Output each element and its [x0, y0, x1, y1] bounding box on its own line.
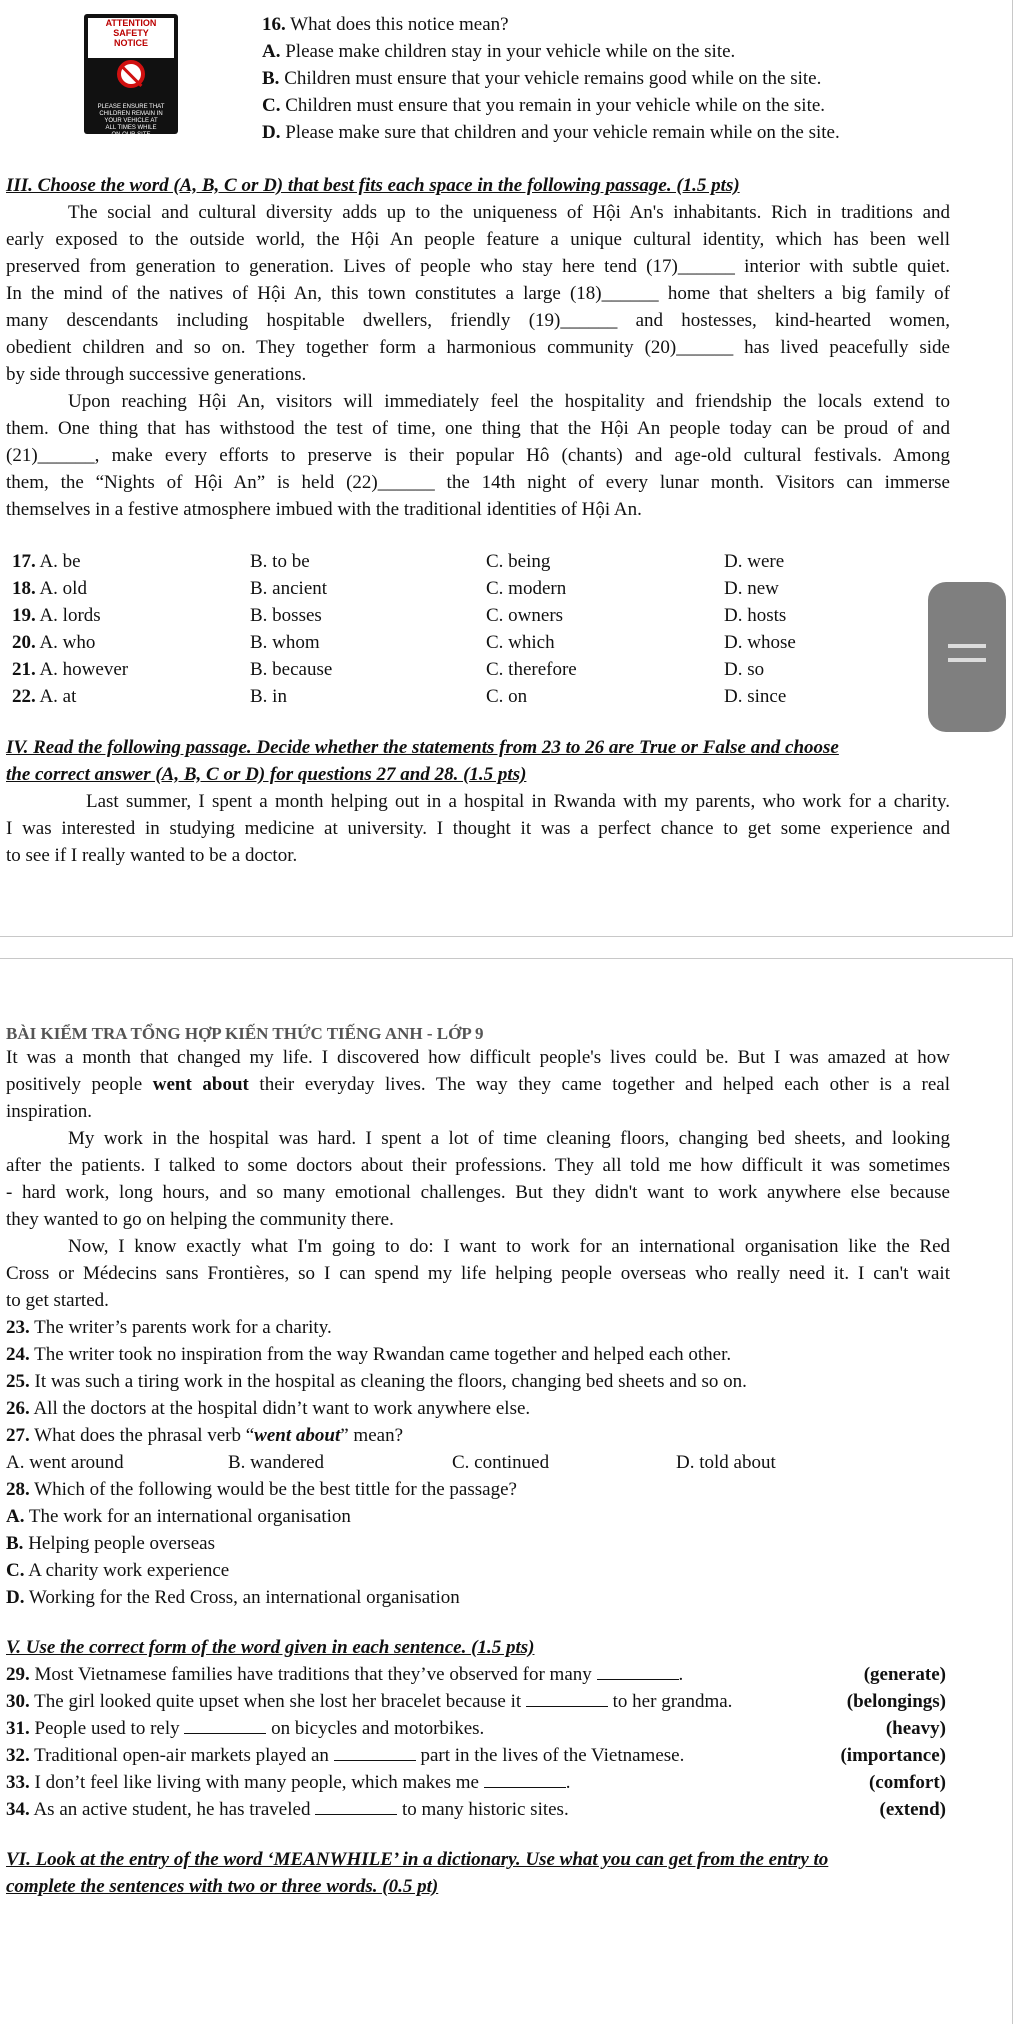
statement-23 — [6, 1314, 332, 1341]
option-text: A charity work experience — [28, 1560, 230, 1581]
sentence-text: People used to rely — [34, 1718, 180, 1739]
question-number: 31. — [6, 1718, 30, 1739]
passage-line: inspiration. — [6, 1101, 93, 1122]
answer-row-19 — [12, 602, 101, 629]
no-entry-icon — [117, 60, 145, 88]
choice-d: D. so — [724, 659, 765, 680]
choice-a: A. however — [39, 659, 129, 680]
question-number: 34. — [6, 1799, 30, 1820]
question-28 — [6, 1476, 517, 1503]
option-b — [262, 65, 821, 92]
question-number: 19. — [12, 605, 36, 626]
option-letter: A. — [262, 41, 281, 62]
statement-26 — [6, 1395, 530, 1422]
passage-line: Cross or Médecins sans Frontières, so I can spend my life helping people overseas who really need it. I can't wait — [6, 1263, 950, 1284]
choice-c: C. therefore — [486, 659, 577, 680]
question-number: 32. — [6, 1745, 30, 1766]
choice-d: D. hosts — [724, 605, 787, 626]
scroll-handle[interactable] — [928, 582, 1006, 732]
option-text: Helping people overseas — [28, 1533, 215, 1554]
answer-row-21 — [12, 656, 128, 683]
choice-c: C. on — [486, 686, 528, 707]
given-word: (belongings) — [846, 1691, 946, 1712]
passage-line: preserved from generation to generation. Lives of people who stay here tend (17)______ interior with subtle quiet. — [6, 256, 950, 277]
option-b — [6, 1530, 215, 1557]
choice-d: D. told about — [676, 1452, 776, 1473]
passage-line: positively people went about their everyday lives. The way they came together and helped each other is a real — [6, 1074, 950, 1095]
option-letter: B. — [6, 1533, 24, 1554]
choice-d: D. whose — [724, 632, 796, 653]
section-5-heading: V. Use the correct form of the word given in each sentence. (1.5 pts) — [6, 1637, 535, 1658]
option-text: Please make children stay in your vehicle while on the site. — [285, 41, 736, 62]
passage-line: to see if I really wanted to be a doctor. — [6, 845, 298, 866]
option-letter: D. — [262, 122, 281, 143]
question-27 — [6, 1422, 403, 1449]
choice-d: D. were — [724, 551, 785, 572]
option-text: The work for an international organisation — [28, 1506, 351, 1527]
passage-line: It was a month that changed my life. I discovered how difficult people's lives could be. But I was amazed at how — [6, 1047, 950, 1068]
choice-b: B. bosses — [250, 605, 322, 626]
given-word: (comfort) — [868, 1772, 946, 1793]
statement-text: The writer’s parents work for a charity. — [34, 1317, 332, 1338]
choice-a: A. be — [39, 551, 81, 572]
question-number: 25. — [6, 1371, 30, 1392]
given-word: (generate) — [863, 1664, 946, 1685]
question-number: 22. — [12, 686, 36, 707]
question-number: 23. — [6, 1317, 30, 1338]
option-c — [6, 1557, 229, 1584]
question-number: 28. — [6, 1479, 30, 1500]
choice-b: B. ancient — [250, 578, 328, 599]
passage-line: after the patients. I talked to some doctors about their professions. They all told me how difficult it was sometimes — [6, 1155, 950, 1176]
choice-b: B. wandered — [228, 1452, 325, 1473]
question-text: What does this notice mean? — [290, 14, 509, 35]
answer-blank[interactable] — [315, 1796, 397, 1815]
word-form-33 — [6, 1769, 570, 1796]
document-page-1 — [0, 0, 1013, 937]
passage-line: In the mind of the natives of Hội An, this town constitutes a large (18)______ home that shelters a big family of — [6, 283, 950, 304]
page-header: BÀI KIỂM TRA TỔNG HỢP KIẾN THỨC TIẾNG ANH - LỚP 9 — [6, 1024, 484, 1043]
passage-line: I was interested in studying medicine at university. I thought it was a perfect chance to get some experience and — [6, 818, 950, 839]
question-number: 30. — [6, 1691, 30, 1712]
passage-line: them. One thing that has withstood the test of time, one thing that the Hội An people today can be proud of and — [6, 418, 950, 439]
choice-d: D. since — [724, 686, 787, 707]
choice-a: A. who — [39, 632, 96, 653]
word-form-30 — [6, 1688, 732, 1715]
choice-a: A. old — [39, 578, 87, 599]
answer-blank[interactable] — [526, 1688, 608, 1707]
option-a — [262, 38, 735, 65]
given-word: (importance) — [840, 1745, 946, 1766]
word-form-32 — [6, 1742, 684, 1769]
option-d — [262, 119, 840, 146]
answer-blank[interactable] — [334, 1742, 416, 1761]
option-letter: D. — [6, 1587, 25, 1608]
question-number: 16. — [262, 14, 286, 35]
question-number: 17. — [12, 551, 36, 572]
option-d — [6, 1584, 460, 1611]
passage-line: Now, I know exactly what I'm going to do: I want to work for an international organisation like the Red — [68, 1236, 950, 1257]
choice-b: B. in — [250, 686, 287, 707]
sign-text: SAFETY — [113, 28, 149, 38]
question-text: Which of the following would be the best tittle for the passage? — [34, 1479, 517, 1500]
question-number: 26. — [6, 1398, 30, 1419]
question-16 — [262, 11, 509, 38]
passage-line: by side through successive generations. — [6, 364, 307, 385]
passage-line: (21)______, make every efforts to preserve is their popular Hô (chants) and age-old cultural festivals. Among — [6, 445, 950, 466]
question-number: 27. — [6, 1425, 30, 1446]
grip-line-icon — [948, 658, 986, 662]
section-6-heading: complete the sentences with two or three words. (0.5 pt) — [6, 1876, 439, 1897]
option-text: Children must ensure that you remain in your vehicle while on the site. — [285, 95, 826, 116]
section-6-heading: VI. Look at the entry of the word ‘MEANWHILE’ in a dictionary. Use what you can get from the entry to — [6, 1849, 829, 1870]
choice-a: A. lords — [39, 605, 101, 626]
passage-line: My work in the hospital was hard. I spent a lot of time cleaning floors, changing bed sheets, and looking — [68, 1128, 950, 1149]
sentence-text: to many historic sites. — [401, 1799, 569, 1820]
choice-c: C. modern — [486, 578, 567, 599]
given-word: (heavy) — [885, 1718, 946, 1739]
passage-line: to get started. — [6, 1290, 109, 1311]
section-4-heading: IV. Read the following passage. Decide whether the statements from 23 to 26 are True or False and choose — [6, 737, 839, 758]
statement-25 — [6, 1368, 747, 1395]
question-text: What does the phrasal verb “ — [34, 1425, 255, 1446]
question-number: 33. — [6, 1772, 30, 1793]
word-form-34 — [6, 1796, 569, 1823]
sentence-text: to her grandma. — [612, 1691, 733, 1712]
answer-row-22 — [12, 683, 76, 710]
sentence-text: Most Vietnamese families have traditions that they’ve observed for many — [34, 1664, 592, 1685]
answer-blank[interactable] — [184, 1715, 266, 1734]
option-text: Please make sure that children and your vehicle remain while on the site. — [285, 122, 840, 143]
option-letter: C. — [262, 95, 281, 116]
choice-c: C. being — [486, 551, 551, 572]
sign-text: ATTENTION — [105, 18, 157, 28]
choice-c: C. owners — [486, 605, 564, 626]
sign-text: CHILDREN REMAIN IN — [99, 111, 163, 117]
choice-c: C. which — [486, 632, 555, 653]
word-form-29 — [6, 1661, 683, 1688]
answer-row-18 — [12, 575, 87, 602]
option-letter: C. — [6, 1560, 25, 1581]
passage-line: them, the “Nights of Hội An” is held (22)______ the 14th night of every lunar month. Visitors can immerse — [6, 472, 950, 493]
option-text: Children must ensure that your vehicle remains good while on the site. — [284, 68, 822, 89]
sentence-text: . — [678, 1664, 684, 1685]
option-letter: B. — [262, 68, 280, 89]
passage-line: Last summer, I spent a month helping out in a hospital in Rwanda with my parents, who work for a charity. — [86, 791, 950, 812]
sign-text: ON OUR SITE — [111, 132, 151, 138]
passage-line: The social and cultural diversity adds up to the uniqueness of Hội An's inhabitants. Rich in traditions and — [68, 202, 950, 223]
choice-a: A. at — [39, 686, 77, 707]
passage-line: they wanted to go on helping the community there. — [6, 1209, 394, 1230]
passage-line: Upon reaching Hội An, visitors will immediately feel the hospitality and friendship the locals extend to — [68, 391, 950, 412]
given-word: (extend) — [879, 1799, 946, 1820]
sentence-text: Traditional open-air markets played an — [29, 1745, 329, 1766]
phrasal-verb: went about — [254, 1425, 341, 1446]
question-text: ” mean? — [340, 1425, 403, 1446]
sign-header — [88, 18, 174, 58]
question-number: 24. — [6, 1344, 30, 1365]
sign-caption — [90, 104, 172, 139]
sentence-text: I don’t feel like living with many people, which makes me — [34, 1772, 479, 1793]
sentence-text: . — [565, 1772, 571, 1793]
option-a — [6, 1503, 351, 1530]
passage-line: early exposed to the outside world, the Hội An people feature a unique cultural identity, which has been well — [6, 229, 950, 250]
sign-text: NOTICE — [113, 38, 148, 48]
sign-text: ALL TIMES WHILE — [105, 125, 157, 131]
option-text: Working for the Red Cross, an international organisation — [28, 1587, 460, 1608]
grip-line-icon — [948, 644, 986, 648]
choice-a: A. went around — [6, 1452, 124, 1473]
question-number: 18. — [12, 578, 36, 599]
statement-text: All the doctors at the hospital didn’t want to work anywhere else. — [33, 1398, 531, 1419]
word-form-31 — [6, 1715, 484, 1742]
sentence-text: part in the lives of the Vietnamese. — [420, 1745, 685, 1766]
option-c — [262, 92, 825, 119]
statement-24 — [6, 1341, 731, 1368]
question-number: 29. — [6, 1664, 30, 1685]
question-number: 20. — [12, 632, 36, 653]
passage-line: themselves in a festive atmosphere imbued with the traditional identities of Hội An. — [6, 499, 642, 520]
sign-text: PLEASE ENSURE THAT — [97, 104, 165, 110]
answer-row-17 — [12, 548, 81, 575]
sentence-text: on bicycles and motorbikes. — [271, 1718, 485, 1739]
question-number: 21. — [12, 659, 36, 680]
choice-d: D. new — [724, 578, 779, 599]
statement-text: It was such a tiring work in the hospital as cleaning the floors, changing bed sheets and so on. — [34, 1371, 747, 1392]
sentence-text: As an active student, he has traveled — [33, 1799, 311, 1820]
passage-line: obedient children and so on. They together form a harmonious community (20)______ has lived peacefully side — [6, 337, 950, 358]
section-3-heading: III. Choose the word (A, B, C or D) that best fits each space in the following passage. (1.5 pts) — [6, 175, 740, 196]
statement-text: The writer took no inspiration from the way Rwandan came together and helped each other. — [34, 1344, 732, 1365]
choice-b: B. because — [250, 659, 333, 680]
choice-b: B. to be — [250, 551, 310, 572]
sign-text: YOUR VEHICLE AT — [104, 118, 158, 124]
answer-blank[interactable] — [597, 1661, 679, 1680]
sentence-text: The girl looked quite upset when she lost her bracelet because it — [34, 1691, 522, 1712]
safety-notice-sign — [84, 14, 178, 138]
section-4-heading: the correct answer (A, B, C or D) for questions 27 and 28. (1.5 pts) — [6, 764, 527, 785]
choice-b: B. whom — [250, 632, 320, 653]
answer-row-20 — [12, 629, 95, 656]
choice-c: C. continued — [452, 1452, 550, 1473]
document-page-2 — [0, 958, 1013, 2024]
passage-line: - hard work, long hours, and so many emotional challenges. But they didn't want to work anywhere else because — [6, 1182, 950, 1203]
option-letter: A. — [6, 1506, 25, 1527]
passage-line: many descendants including hospitable dwellers, friendly (19)______ and hostesses, kind-hearted women, — [6, 310, 950, 331]
answer-blank[interactable] — [484, 1769, 566, 1788]
